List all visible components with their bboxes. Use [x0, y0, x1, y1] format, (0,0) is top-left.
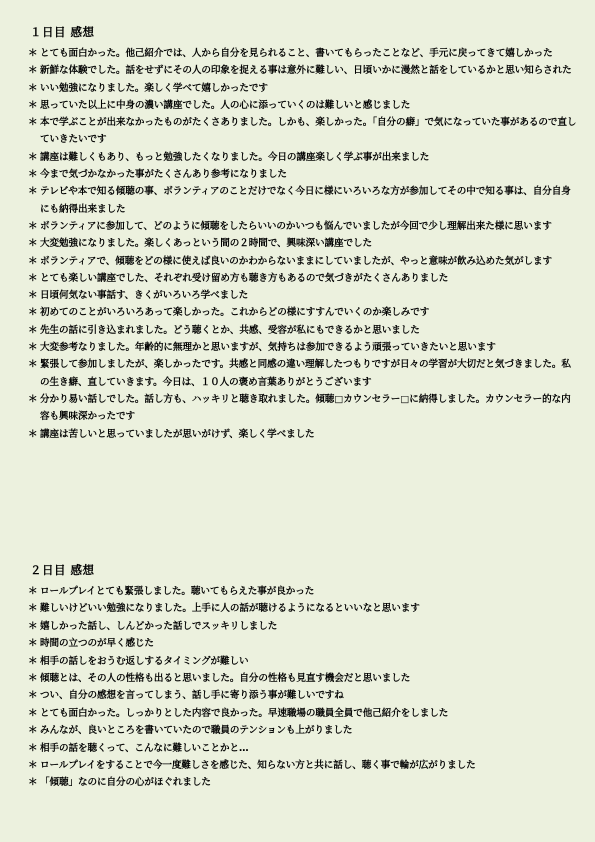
comment-text: 講座は難しくもあり、もっと勉強したくなりました。今日の講座楽しく学ぶ事が出来ました	[40, 151, 430, 163]
comment-text: 日頃何気ない事話す、きくがいろいろ学べました	[40, 290, 249, 302]
comment-item	[0, 757, 595, 774]
comment-item	[0, 705, 595, 722]
bullet-star: ＊	[28, 725, 38, 737]
day2-heading: ２日目 感想	[30, 563, 95, 577]
bullet-star: ＊	[28, 238, 38, 250]
comment-text: 時間の立つのが早く感じた	[40, 638, 154, 650]
bullet-star: ＊	[28, 620, 38, 632]
comment-text: 思っていた以上に中身の濃い講座でした。人の心に添っていくのは難しいと感じました	[40, 99, 411, 111]
bullet-star: ＊	[28, 99, 38, 111]
comment-text: 大変勉強になりました。楽しくあっという間の２時間で、興味深い講座でした	[40, 238, 372, 250]
bullet-star: ＊	[28, 82, 38, 94]
comment-item	[0, 426, 595, 443]
comment-text: 「傾聴」なのに自分の心がほぐれました	[40, 777, 211, 789]
comment-item	[0, 287, 595, 304]
bullet-star: ＊	[28, 742, 38, 754]
comment-item	[0, 270, 595, 287]
bullet-star: ＊	[28, 255, 38, 267]
day1-section	[0, 25, 595, 443]
comment-item	[0, 97, 595, 114]
bullet-star: ＊	[28, 690, 38, 702]
comment-item	[0, 304, 595, 321]
comment-text: 分かり易い話しでした。話し方も、ハッキリと聴き取れました。傾聴□カウンセラー□に納得しました。カウンセラー的な内容も興味深かったです	[40, 393, 571, 423]
comment-item	[0, 80, 595, 97]
comment-item	[0, 253, 595, 270]
comment-text: 先生の話に引き込まれました。どう聴くとか、共感、受容が私にもできるかと思いました	[40, 324, 420, 336]
comment-text: ロールプレイをすることで今一度難しさを感じた、知らない方と共に話し、聴く事で輪が広がりました	[40, 760, 476, 772]
comment-item	[0, 322, 595, 339]
bullet-star: ＊	[28, 638, 38, 650]
bullet-star: ＊	[28, 186, 38, 198]
comment-item	[0, 218, 595, 235]
bullet-star: ＊	[28, 151, 38, 163]
bullet-star: ＊	[28, 290, 38, 302]
bullet-star: ＊	[28, 359, 38, 371]
comment-item	[0, 235, 595, 252]
comment-item	[0, 774, 595, 791]
comment-text: 傾聴とは、その人の性格も出ると思いました。自分の性格も見直す機会だと思いました	[40, 673, 411, 685]
comment-item	[0, 653, 595, 670]
day2-section	[0, 563, 595, 792]
comment-text: 相手の話しをおうむ返しするタイミングが難しい	[40, 655, 249, 667]
comment-text: 難しいけどいい勉強になりました。上手に人の話が聴けるようになるといいなと思います	[40, 603, 420, 615]
comment-text: テレビや本で知る傾聴の事、ボランティアのことだけでなく今日に様にいろいろな方が参加してその中で知る事は、自分自身にも納得出来ました	[40, 186, 571, 215]
comment-text: 本で学ぶことが出来なかったものがたくさありました。しかも、楽しかった。「自分の癖」で気になっていた事があるので直していきたいです	[40, 117, 577, 146]
comment-item	[0, 635, 595, 652]
comment-text: つい、自分の感想を言ってしまう、話し手に寄り添う事が難しいですね	[40, 690, 344, 702]
bullet-star: ＊	[28, 65, 38, 77]
comment-text: とても面白かった。他己紹介では、人から自分を見られること、書いてもらったことなど、手元に戻ってきて嬉しかった	[40, 48, 553, 59]
comment-item	[0, 600, 595, 617]
comment-item	[0, 166, 595, 183]
bullet-star: ＊	[28, 117, 38, 129]
comment-item	[0, 114, 595, 149]
comment-text: ボランティアで、傾聴をどの様に使えば良いのかわからないままにしていましたが、やっと意味が飲み込めた気がします	[40, 255, 552, 267]
bullet-star: ＊	[28, 603, 38, 615]
bullet-star: ＊	[28, 272, 38, 284]
comment-text: 嬉しかった話し、しんどかった話しでスッキリしました	[40, 620, 278, 632]
comment-item	[0, 62, 595, 79]
comment-text: とても面白かった。しっかりとした内容で良かった。早速職場の職員全員で他己紹介をしました	[40, 707, 449, 719]
bullet-star: ＊	[28, 428, 38, 440]
comment-text: 今まで気づかなかった事がたくさんあり参考になりました	[40, 169, 287, 181]
comment-item	[0, 740, 595, 757]
bullet-star: ＊	[28, 220, 38, 232]
comment-item	[0, 618, 595, 635]
comment-item	[0, 339, 595, 356]
bullet-star: ＊	[28, 393, 38, 405]
bullet-star: ＊	[28, 673, 38, 685]
comment-item	[0, 687, 595, 704]
bullet-star: ＊	[28, 707, 38, 719]
comment-item	[0, 45, 595, 62]
comment-text: いい勉強になりました。楽しく学べて嬉しかったです	[40, 82, 268, 94]
bullet-star: ＊	[28, 586, 38, 597]
bullet-star: ＊	[28, 777, 38, 789]
comment-item	[0, 670, 595, 687]
bullet-star: ＊	[28, 169, 38, 181]
comment-item	[0, 583, 595, 600]
comment-item	[0, 722, 595, 739]
bullet-star: ＊	[28, 307, 38, 319]
comment-text: 相手の話を聴くって、こんなに難しいことかと…	[40, 742, 249, 754]
comment-text: ロールプレイとても緊張しました。聴いてもらえた事が良かった	[40, 586, 315, 597]
comment-text: 大変参考なりました。年齢的に無理かと思いますが、気持ちは参加できるよう頑張っていきたいと思います	[40, 342, 496, 354]
comment-text: 新鮮な体験でした。話をせずにその人の印象を捉える事は意外に難しい、日頃いかに漫然と話をしているかと思い知らされた	[40, 65, 572, 77]
comment-item	[0, 356, 595, 391]
comment-text: 講座は苦しいと思っていましたが思いがけず、楽しく学べました	[40, 428, 315, 440]
comment-item	[0, 149, 595, 166]
day2-comment-list	[0, 583, 595, 792]
bullet-star: ＊	[28, 324, 38, 336]
comment-text: 初めてのことがいろいろあって楽しかった。これからどの様にすすんでいくのか楽しみです	[40, 307, 430, 319]
comment-text: ボランティアに参加して、どのように傾聴をしたらいいのかいつも悩んでいましたが今回で少し理解出来た様に思います	[40, 220, 552, 232]
day1-heading: １日目 感想	[30, 25, 95, 39]
day1-comment-list	[0, 45, 595, 443]
bullet-star: ＊	[28, 655, 38, 667]
comment-item	[0, 391, 595, 426]
bullet-star: ＊	[28, 760, 38, 772]
comment-text: みんなが、良いところを書いていたので職員のテンションも上がりました	[40, 725, 353, 737]
comment-item	[0, 183, 595, 218]
comment-text: 緊張して参加しましたが、楽しかったです。共感と同感の違い理解したつもりですが日々の学習が大切だと気づきました。私の生き癖、直していきます。今日は、１０人の褒め言葉ありがとうございます	[40, 359, 571, 388]
bullet-star: ＊	[28, 342, 38, 354]
comment-text: とても楽しい講座でした、それぞれ受け留め方も聴き方もあるので気づきがたくさんありました	[40, 272, 449, 284]
bullet-star: ＊	[28, 48, 38, 59]
